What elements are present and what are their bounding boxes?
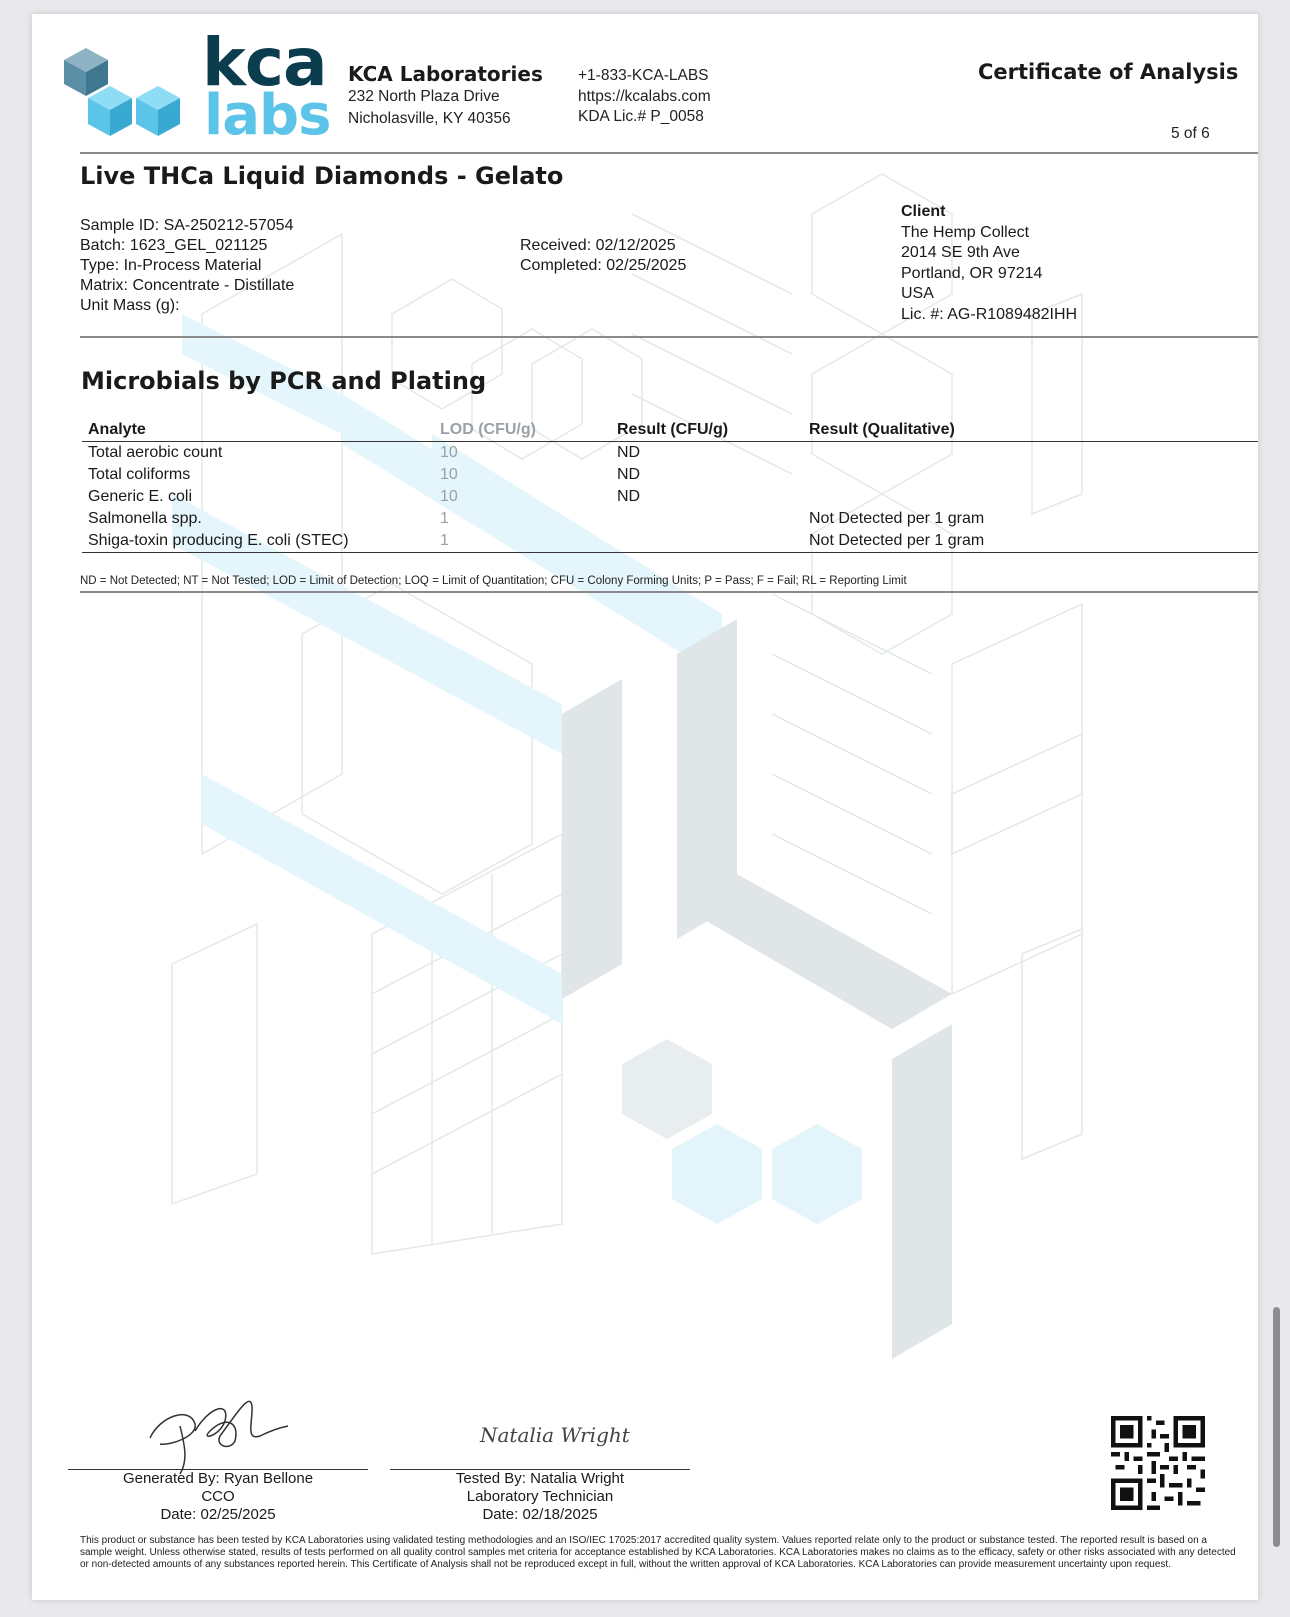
header-result-qualitative: Result (Qualitative) — [803, 419, 1258, 442]
lab-address-line1: 232 North Plaza Drive — [348, 88, 500, 105]
sample-id: Sample ID: SA-250212-57054 — [80, 217, 294, 234]
qr-code-icon[interactable] — [1111, 1416, 1205, 1510]
lod-cell: 10 — [440, 488, 458, 505]
table-row — [82, 442, 1258, 465]
result-qualitative-cell: Not Detected per 1 gram — [809, 510, 985, 527]
header-result-cfu: Result (CFU/g) — [611, 419, 803, 442]
completed-date: Completed: 02/25/2025 — [520, 257, 687, 274]
client-country: USA — [901, 285, 934, 302]
result-cfu-cell: ND — [617, 488, 641, 505]
client-info — [901, 202, 1077, 325]
result-qualitative-cell — [803, 442, 1258, 465]
results-table — [82, 419, 1258, 553]
result-cfu-cell — [611, 530, 803, 553]
sample-divider — [80, 336, 1258, 338]
client-license: Lic. #: AG-R1089482IHH — [901, 305, 1078, 323]
certificate-page — [32, 14, 1258, 1600]
logo-wordmark-labs: labs — [204, 83, 331, 148]
client-name: The Hemp Collect — [901, 223, 1030, 241]
client-street: 2014 SE 9th Ave — [901, 244, 1020, 261]
table-row — [82, 508, 1258, 530]
received-date: Received: 02/12/2025 — [520, 237, 676, 254]
result-qualitative-cell — [803, 486, 1258, 508]
table-header-row — [82, 419, 1258, 442]
lab-license: KDA Lic.# P_0058 — [578, 108, 704, 125]
lab-website-link[interactable]: https://kcalabs.com — [578, 88, 711, 105]
generated-by-name: Generated By: Ryan Bellone — [122, 1470, 314, 1487]
client-city: Portland, OR 97214 — [901, 264, 1043, 282]
lod-cell: 1 — [440, 510, 449, 527]
client-label: Client — [901, 203, 946, 220]
sample-batch: Batch: 1623_GEL_021125 — [80, 237, 268, 254]
logo-wordmark-kca: kca — [202, 24, 327, 101]
lab-name: KCA Laboratories — [348, 62, 543, 86]
tested-by-block — [390, 1470, 690, 1524]
kca-cubes-logo-icon — [60, 40, 190, 144]
analyte-cell: Total coliforms — [88, 466, 191, 483]
product-name: Live THCa Liquid Diamonds - Gelato — [80, 162, 564, 190]
signature-natalia-wright: Natalia Wright — [480, 1423, 630, 1447]
legal-disclaimer: This product or substance has been tested by KCA Laboratories using validated testing methodologies and an ISO/IEC 17025:2017 accredited quality system. Values reported relate only to the product or substance tested. The reported result is based on a sample weight. Unless otherwise stated, results of tests performed on all quality control samples met criteria for acceptance established by KCA Laboratories. KCA Laboratories makes no claims as to the efficacy, safety or other risks associated with any detected or non-detected amounts of any substances reported herein. This Certificate of Analysis shall not be reproduced except in full, without the written approval of KCA Laboratories. KCA Laboratories can provide measurement uncertainty upon request. — [80, 1535, 1236, 1570]
document-title: Certificate of Analysis — [978, 60, 1239, 84]
analyte-cell: Shiga-toxin producing E. coli (STEC) — [88, 532, 349, 549]
header-lod: LOD (CFU/g) — [434, 419, 611, 442]
tested-by-name: Tested By: Natalia Wright — [455, 1470, 625, 1487]
sample-unit-mass: Unit Mass (g): — [80, 297, 180, 314]
lod-cell: 1 — [440, 532, 449, 549]
lod-cell: 10 — [440, 444, 458, 461]
lod-cell: 10 — [440, 466, 458, 483]
signature-ryan-bellone — [140, 1386, 290, 1476]
generated-by-role: CCO — [201, 1488, 235, 1505]
header-analyte: Analyte — [82, 419, 434, 442]
table-legend: ND = Not Detected; NT = Not Tested; LOD = Limit of Detection; LOQ = Limit of Quantitation; CFU = Colony Forming Units; P = Pass; F = Fail; RL = Reporting Limit — [80, 575, 907, 587]
result-cfu-cell: ND — [617, 444, 641, 461]
sample-dates — [520, 236, 686, 276]
tested-by-date: Date: 02/18/2025 — [482, 1506, 598, 1523]
analyte-cell: Generic E. coli — [88, 488, 193, 505]
page-number: 5 of 6 — [1171, 125, 1210, 142]
analyte-cell: Total aerobic count — [88, 444, 223, 461]
tested-by-role: Laboratory Technician — [466, 1488, 614, 1505]
sample-type: Type: In-Process Material — [80, 257, 262, 274]
section-title: Microbials by PCR and Plating — [81, 367, 487, 395]
generated-by-date: Date: 02/25/2025 — [160, 1506, 276, 1523]
generated-by-block — [68, 1470, 368, 1524]
result-qualitative-cell: Not Detected per 1 gram — [809, 532, 985, 549]
result-qualitative-cell — [803, 464, 1258, 486]
table-bottom-divider — [80, 591, 1258, 593]
sample-matrix: Matrix: Concentrate - Distillate — [80, 277, 295, 294]
lab-address-line2: Nicholasville, KY 40356 — [348, 110, 511, 127]
table-row — [82, 486, 1258, 508]
analyte-cell: Salmonella spp. — [88, 510, 202, 527]
table-row — [82, 530, 1258, 553]
result-cfu-cell — [611, 508, 803, 530]
scrollbar-thumb[interactable] — [1273, 1307, 1280, 1547]
lab-phone: +1-833-KCA-LABS — [578, 67, 709, 84]
result-cfu-cell: ND — [617, 466, 641, 483]
sample-info — [80, 216, 294, 316]
header-divider — [80, 152, 1258, 154]
table-row — [82, 464, 1258, 486]
